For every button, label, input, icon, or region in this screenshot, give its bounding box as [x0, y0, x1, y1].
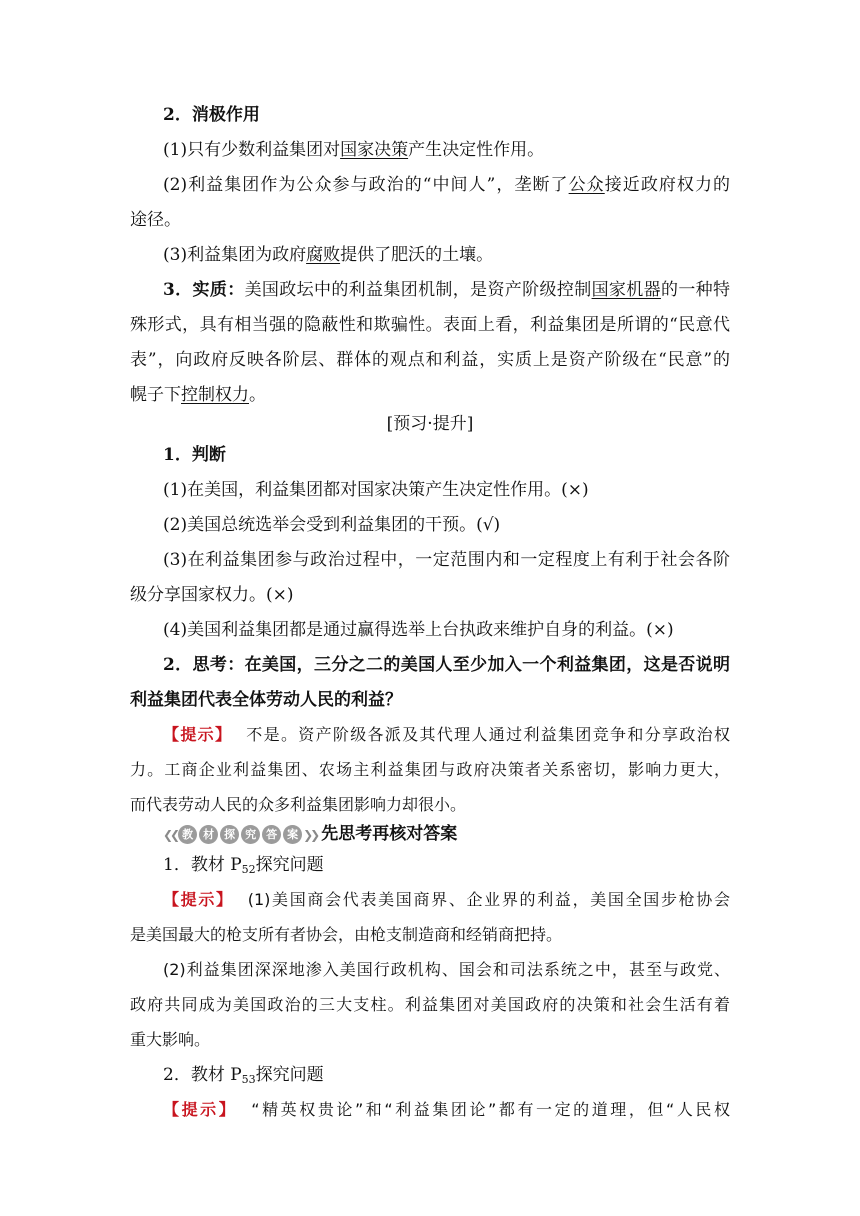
inquiry-2-tip-line-1: 【提示】 “精英权贵论”和“利益集团论”都有一定的道理，但“人民权: [163, 1100, 730, 1119]
inquiry-1-heading: 1．教材 $P_{52}$探究问题: [163, 855, 324, 876]
essence-line-1: 3．实质：美国政坛中的利益集团机制，是资产阶级控制国家机器的一种特: [163, 280, 731, 300]
inquiry-1-tip-line-2: 是美国最大的枪支所有者协会，由枪支制造商和经销商把持。: [130, 925, 563, 944]
inquiry-1-tip-line-1: 【提示】 (1)美国商会代表美国商界、企业界的利益，美国全国步枪协会: [163, 890, 730, 909]
think-tip-line-3: 而代表劳动人民的众多利益集团影响力却很小。: [130, 795, 467, 814]
judge-item-4: (4)美国利益集团都是通过赢得选举上台执政来维护自身的利益。(×): [163, 620, 674, 640]
negative-item-3: (3)利益集团为政府腐败提供了肥沃的土壤。: [163, 245, 494, 265]
essence-line-4: 幌子下控制权力。: [130, 385, 266, 405]
banner-badge: ❮❮ 教 材 探 究 答 案 ❯❯: [163, 821, 317, 849]
judge-item-1: (1)在美国，利益集团都对国家决策产生决定性作用。(×): [163, 480, 589, 500]
negative-heading: 2．消极作用: [163, 105, 260, 125]
judge-heading: 1．判断: [163, 445, 226, 465]
tip-label: 【提示】: [163, 890, 234, 909]
inquiry-1-para2-line-2: 政府共同成为美国政治的三大支柱。利益集团对美国政府的决策和社会生活有着: [130, 995, 730, 1014]
double-chevron-left-icon: ❮❮: [163, 827, 178, 842]
think-question-line-1: 2．思考：在美国，三分之二的美国人至少加入一个利益集团，这是否说明: [163, 655, 730, 675]
inquiry-1-para2-line-1: (2)利益集团深深地渗入美国行政机构、国会和司法系统之中，甚至与政党、: [163, 960, 730, 979]
think-question-line-2: 利益集团代表全体劳动人民的利益？: [130, 690, 402, 710]
judge-item-3-cont: 级分享国家权力。(×): [130, 585, 294, 605]
negative-item-1: (1)只有少数利益集团对国家决策产生决定性作用。: [163, 140, 545, 160]
preview-section-title: [预习·提升]: [386, 414, 474, 434]
essence-line-2: 殊形式，具有相当强的隐蔽性和欺骗性。表面上看，利益集团是所谓的“民意代: [130, 315, 730, 335]
answer-banner: [163, 820, 730, 849]
tip-label: 【提示】: [163, 1100, 238, 1119]
think-tip-line-2: 力。工商企业利益集团、农场主利益集团与政府决策者关系密切，影响力更大，: [130, 760, 730, 779]
double-chevron-right-icon: ❯❯: [303, 827, 318, 842]
banner-caption: 先思考再核对答案: [321, 824, 458, 844]
inquiry-2-heading: 2．教材 $P_{53}$探究问题: [163, 1065, 324, 1086]
essence-line-3: 表”，向政府反映各阶层、群体的观点和利益，实质上是资产阶级在“民意”的: [130, 350, 730, 370]
tip-label: 【提示】: [163, 725, 233, 744]
negative-item-2: (2)利益集团作为公众参与政治的“中间人”，垄断了公众接近政府权力的: [163, 175, 731, 195]
inquiry-1-para2-line-3: 重大影响。: [130, 1030, 211, 1049]
think-tip-line-1: 【提示】 不是。资产阶级各派及其代理人通过利益集团竞争和分享政治权: [163, 725, 730, 744]
judge-item-2: (2)美国总统选举会受到利益集团的干预。(√): [163, 515, 501, 535]
judge-item-3: (3)在利益集团参与政治过程中，一定范围内和一定程度上有利于社会各阶: [163, 550, 730, 570]
negative-item-2-cont: 途径。: [130, 210, 181, 230]
